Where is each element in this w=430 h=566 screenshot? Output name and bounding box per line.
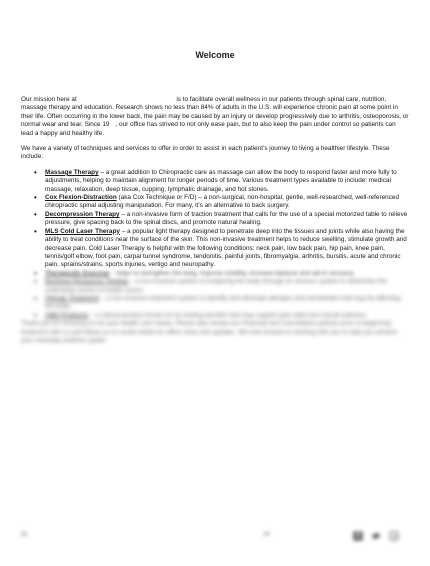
service-description: – a non-invasive form of traction treatment that calls for the use of a special motorized table to relieve pressure, give spacing back to the spinal discs, and promote natural healing. [45,210,408,227]
service-description: – a non-invasive system of analyzing the body through its nervous system to determine the underlying causes of health issues. [45,278,387,294]
service-description: – helps to strengthen the body, improve mobility, increase balance and aid in recovery. [109,269,355,277]
footer-left-text: Dr. [21,532,29,538]
service-item-laser [45,228,409,270]
techniques-intro: We have a variety of techniques and services to offer in order to assist in each patient’s journey to living a healthier lifestyle. These include: [21,145,390,161]
page-footer [21,532,409,544]
service-item-nutrition [45,278,409,295]
service-term: CBD Products [45,311,89,319]
mission-text-start: Our mission here at [21,96,77,103]
document-body [21,96,409,352]
service-description: – a great addition to Chiropractic care as massage can allow the body to respond faster and more fully to adjustments, helping to maintain alignment for longer periods of time. Various treatment types available to include: medical massage, relaxation, deep tissue, cupping, lymphatic drainage, and hot stones. [45,168,397,193]
closing-paragraph: Thank you for choosing us for your health care needs. Please also review our Financial and Cancellation policies prior to beginning treatment with us and follow us on social media for office news and updates. We look forward to working with you to help you achieve your everyday wellness goals! [21,320,398,344]
page-title: Welcome [195,50,235,60]
service-item-exercise [45,270,409,278]
service-item-cox [45,194,409,211]
service-term: Allergy Treatment [45,294,99,302]
service-term: Nutrition Response Testing [45,278,128,286]
twitter-icon[interactable] [371,531,381,541]
mission-text-middle: is to facilitate overall wellness in our patients through spinal care, nutrition, massage therapy and education. Research shows no less than 84% of adults in the U.S. will experience chronic pain at some point in their life. Often occurring in the lower back, the pain may be caused by an injury or develop progressively due to arthritis, osteoporosis, or normal wear and tear. Since 19 [21,96,409,129]
footer-page-marker: #3 [263,532,270,538]
instagram-icon[interactable] [389,531,399,541]
service-description: – a non-invasive treatment system to identify and eliminate allergies and sensitivities that may be affecting the body. [45,294,401,311]
services-list [21,169,409,320]
service-item-decompression [45,211,409,228]
service-description: – a natural product known for its healing benefits that may support pain relief and overall wellness. [88,311,368,319]
social-icons [353,531,399,541]
service-term: Cox Flexion-Distraction [45,194,117,202]
service-term: MLS Cold Laser Therapy [45,227,120,235]
service-description: (aka Cox Technique or F/D) – a non-surgical, non-hospital, gentle, well-researched, well-referenced chiropractic spinal adjusting manipulation. For many, it’s an alternative to back surgery. [45,194,400,210]
service-term: Therapeutic Exercise [45,269,110,277]
mission-text-end: , our office has strived to not only ease pain, but to also keep the pain under control so patients can lead a happy and healthy life. [21,121,396,137]
facebook-icon[interactable]: f [353,531,363,541]
service-description: – a popular light therapy designed to penetrate deep into the tissues and joints while also having the ability to treat conditions near the surface of the skin. This non-invasive treatment helps to reduce swelling, stimulate growth and decrease pain. Cold Laser Therapy is helpful with the following conditions: neck pain, low back pain, hip pain, knee pain, tennis/golf elbow, foot pain, carpal tunnel syndrome, tendonitis, painful joints, fibromyalgia, arthritis, bursitis, acute and chronic pain, sprains/strains, sports injuries, vertigo and neuropathy. [45,227,407,269]
service-item-massage [45,169,409,194]
service-item-cbd [45,312,409,320]
service-item-allergy [45,295,409,312]
service-term: Massage Therapy [45,168,99,176]
mission-paragraph [21,96,409,138]
service-term: Decompression Therapy [45,210,120,218]
